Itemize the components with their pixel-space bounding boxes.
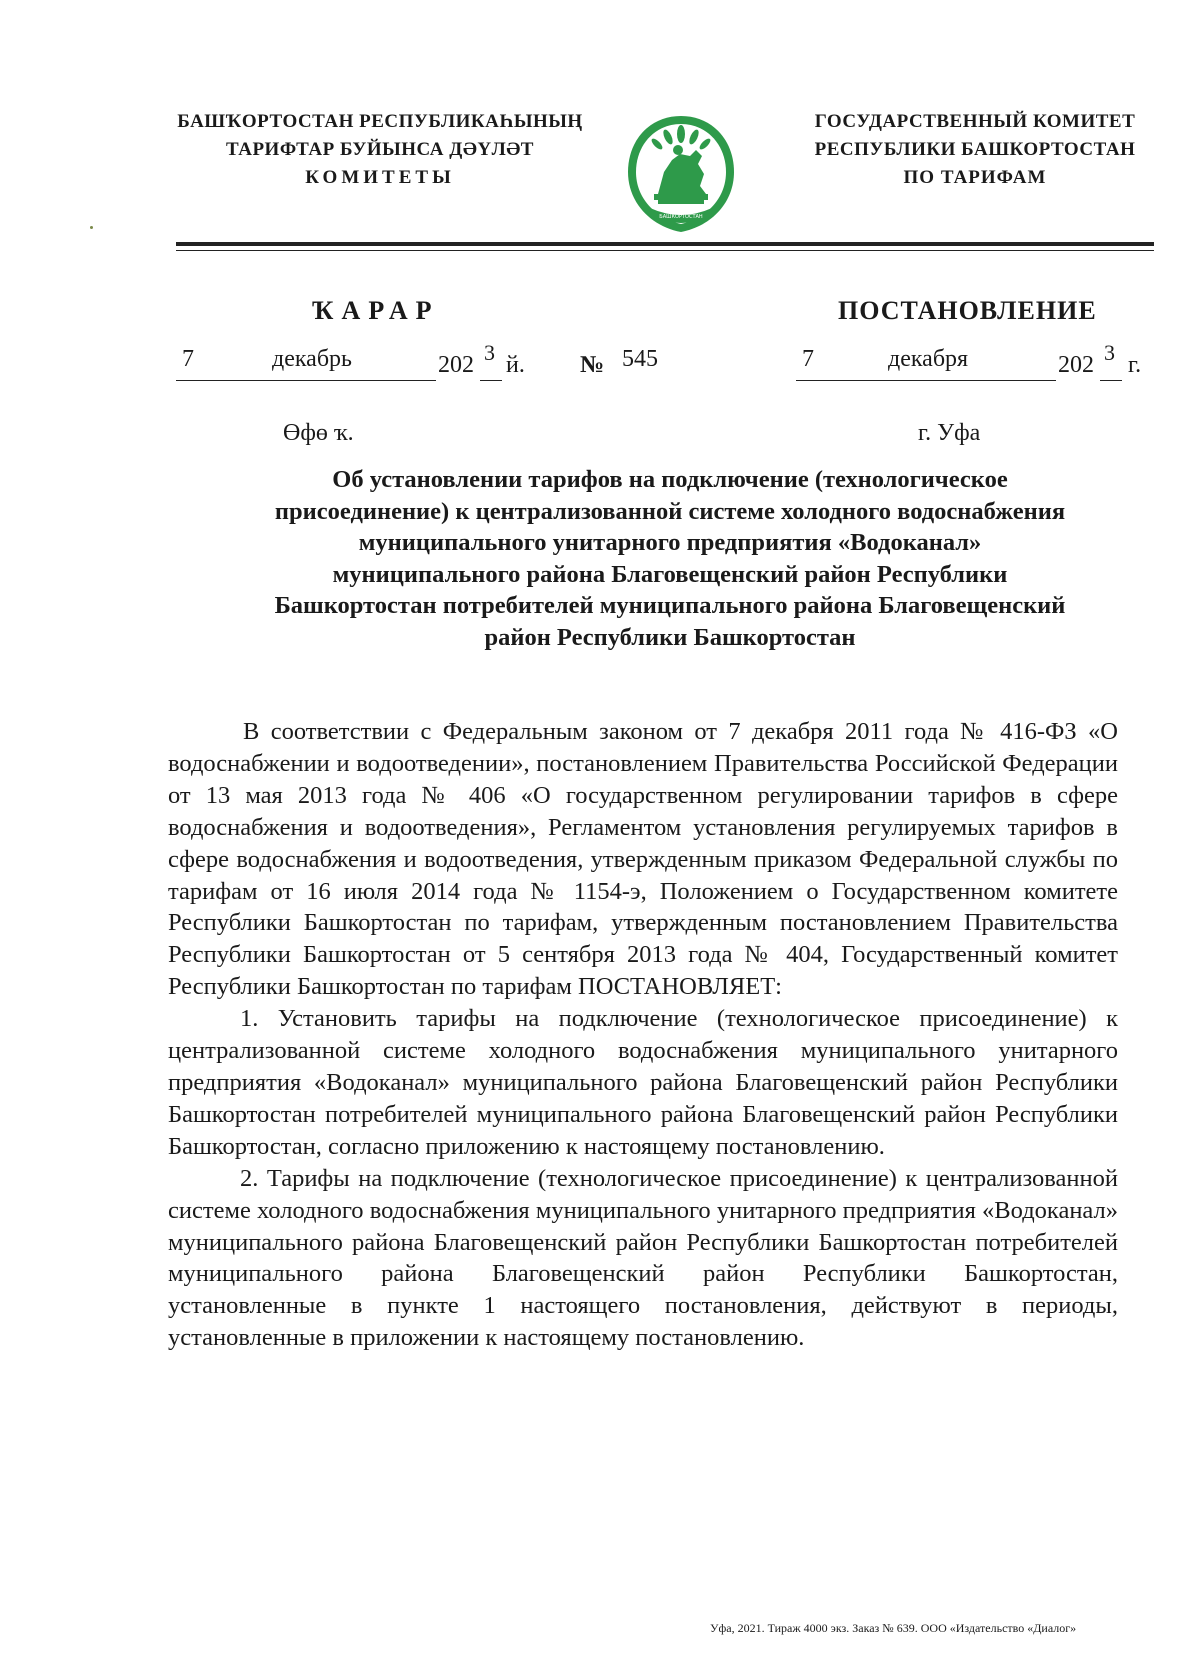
header-rule-thin <box>176 250 1154 251</box>
header-russian-line-2: РЕСПУБЛИКИ БАШКОРТОСТАН <box>814 139 1136 160</box>
title-line: муниципального района Благовещенский район Республики <box>332 560 1008 588</box>
title-line: присоединение) к централизованной системе холодного водоснабжения <box>274 497 1066 525</box>
header-bashkir-line-3: КОМИТЕТЫ <box>305 167 455 188</box>
date-suffix: г. <box>1128 352 1142 378</box>
body-paragraph-item-1: 1. Установить тарифы на подключение (технологическое присоединение) к централизованной системе холодного водоснабжения муниципального унитарного предприятия «Водоканал» муниципального района Благовещенский район Республики Башкортостан потребителей муниципального района Благовещенский район Республики Башкортостан, согласно приложению к настоящему постановлению. <box>168 1005 1118 1160</box>
document-body <box>168 716 1118 1354</box>
date-suffix: й. <box>506 352 525 378</box>
city-russian: г. Уфа <box>918 420 981 446</box>
printer-imprint: Уфа, 2021. Тираж 4000 экз. Заказ № 639. ООО «Издательство «Диалог» <box>710 1621 1077 1635</box>
date-month: декабрь <box>272 346 352 372</box>
title-line: район Республики Башкортостан <box>484 623 856 651</box>
title-line: Об установлении тарифов на подключение (технологическое <box>332 466 1008 493</box>
body-paragraph-preamble: В соответствии с Федеральным законом от 7 декабря 2011 года № 416-ФЗ «О водоснабжении и водоотведении», постановлением Правительства Российской Федерации от 13 мая 2013 года № 406 «О государственном регулировании тарифов в сфере водоснабжения и водоотведения», Регламентом установления регулируемых тарифов в сфере водоснабжения и водоотведения, утвержденным приказом Федеральной службы по тарифам от 16 июля 2014 года № 1154-э, Положением о Государственном комитете Республики Башкортостан по тарифам, утвержденным постановлением Правительства Республики Башкортостан от 5 сентября 2013 года № 404, Государственный комитет Республики Башкортостан по тарифам ПОСТАНОВЛЯЕТ: <box>168 718 1118 1001</box>
date-year-digit: 3 <box>484 340 495 365</box>
number-label: № <box>580 352 605 378</box>
date-line-russian <box>796 340 1156 382</box>
header-rule-thick <box>176 242 1154 246</box>
body-paragraph-item-2: 2. Тарифы на подключение (технологическое присоединение) к централизованной системе холодного водоснабжения муниципального унитарного предприятия «Водоканал» муниципального района Благовещенский район Республики Башкортостан потребителей муниципального района Благовещенский район Республики Башкортостан, установленные в пункте 1 настоящего постановления, действуют в периоды, установленные в приложении к настоящему постановлению. <box>168 1164 1118 1352</box>
header-bashkir-line-1: БАШҠОРТОСТАН РЕСПУБЛИКАҺЫНЫҢ <box>177 111 583 132</box>
city-bashkir: Өфө ҡ. <box>283 420 354 446</box>
date-month: декабря <box>888 346 969 372</box>
date-line-bashkir <box>176 340 536 382</box>
number-value: 545 <box>622 346 658 372</box>
header-bashkir-line-2: ТАРИФТАР БУЙЫНСА ДӘҮЛӘТ <box>226 139 534 160</box>
header-russian-line-1: ГОСУДАРСТВЕННЫЙ КОМИТЕТ <box>814 111 1136 132</box>
header-russian-line-3: ПО ТАРИФАМ <box>903 167 1047 188</box>
doc-type-bashkir: ҠАРАР <box>312 296 440 325</box>
date-day: 7 <box>182 346 194 372</box>
header-bashkir <box>170 108 590 192</box>
emblem-ribbon-text: БАШКОРТОСТАН <box>659 214 703 220</box>
scan-speck <box>90 226 93 229</box>
date-year-prefix: 202 <box>1058 352 1094 378</box>
date-year-digit: 3 <box>1104 340 1115 365</box>
title-line: муниципального унитарного предприятия «Водоканал» <box>358 529 982 556</box>
title-line: Башкортостан потребителей муниципального района Благовещенский <box>274 592 1066 619</box>
date-year-prefix: 202 <box>438 352 474 378</box>
document-title <box>170 464 1170 653</box>
header-russian <box>790 108 1160 192</box>
coat-of-arms-emblem <box>620 110 742 238</box>
doc-type-russian: ПОСТАНОВЛЕНИЕ <box>838 296 1097 325</box>
date-day: 7 <box>802 346 814 372</box>
